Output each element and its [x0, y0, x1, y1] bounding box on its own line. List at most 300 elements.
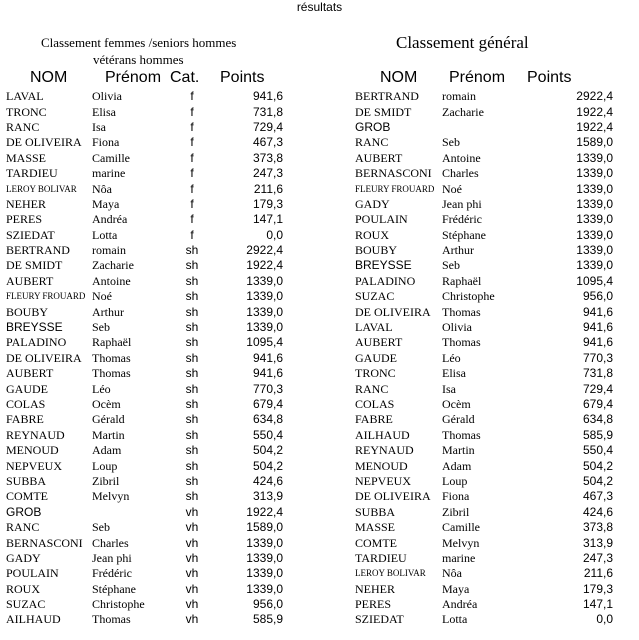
cell-cat: f	[190, 227, 194, 242]
cell-cat: sh	[185, 304, 199, 319]
cell-points: 729,4	[582, 381, 613, 396]
table-row	[355, 212, 613, 227]
cell-prenom: Maya	[442, 581, 470, 596]
cell-nom: LAVAL	[6, 89, 44, 104]
cell-points: 1339,0	[246, 535, 283, 550]
table-row	[355, 197, 613, 212]
table-row	[6, 104, 283, 119]
cell-cat: sh	[185, 273, 199, 288]
table-row	[6, 412, 283, 427]
cell-prenom: Zibril	[442, 504, 470, 519]
table-row	[6, 397, 283, 412]
cell-cat: sh	[185, 397, 199, 411]
cell-points: 1339,0	[576, 212, 613, 227]
table-row	[355, 243, 613, 258]
cell-points: 679,4	[582, 397, 613, 411]
cell-points: 731,8	[582, 366, 613, 381]
cell-points: 634,8	[582, 412, 613, 427]
cell-points: 373,8	[582, 520, 613, 535]
cell-nom: REYNAUD	[355, 443, 414, 458]
cell-nom: PERES	[6, 212, 43, 227]
cell-prenom: Charles	[442, 166, 479, 181]
cell-points: 504,2	[252, 443, 283, 458]
cell-points: 2922,4	[576, 89, 613, 104]
cell-cat: vh	[185, 581, 199, 596]
cell-cat: sh	[185, 258, 199, 273]
cell-cat: vh	[185, 504, 199, 519]
cell-nom: GAUDE	[6, 381, 48, 396]
cell-nom: AUBERT	[6, 366, 54, 381]
cell-cat: sh	[185, 350, 199, 365]
general-ranking-title: Classement général	[396, 33, 529, 52]
table-row	[6, 443, 283, 458]
cell-prenom: Jean phi	[442, 196, 482, 211]
cell-prenom: Thomas	[92, 366, 131, 381]
left-header-nom: NOM	[30, 69, 68, 86]
cell-points: 1339,0	[576, 181, 613, 196]
table-row	[355, 397, 613, 412]
cell-prenom: Andréa	[442, 597, 478, 612]
cell-cat: f	[190, 119, 194, 134]
cell-nom: RANC	[355, 381, 389, 396]
cell-nom: BERNASCONI	[6, 535, 83, 550]
cell-nom: FABRE	[6, 412, 44, 427]
cell-nom: BREYSSE	[6, 320, 63, 335]
cell-nom: GROB	[6, 504, 42, 519]
cell-cat: sh	[185, 320, 199, 335]
table-row	[355, 289, 613, 304]
left-ranking-title: Classement femmes /seniors hommes	[41, 35, 237, 50]
cell-nom: SZIEDAT	[6, 227, 55, 242]
table-row	[355, 304, 613, 319]
cell-prenom: Elisa	[92, 104, 116, 119]
table-row	[355, 274, 613, 289]
cell-points: 504,2	[582, 473, 613, 488]
table-row	[355, 582, 613, 597]
cell-prenom: Isa	[442, 381, 456, 396]
cell-nom: POULAIN	[355, 212, 408, 227]
cell-points: 424,6	[252, 473, 283, 488]
table-row	[355, 104, 613, 119]
cell-nom: LEROY BOLIVAR	[6, 183, 77, 194]
cell-prenom: Stéphane	[92, 581, 136, 596]
cell-points: 1339,0	[246, 320, 283, 335]
cell-prenom: Thomas	[92, 612, 131, 627]
cell-points: 585,9	[582, 427, 613, 442]
left-ranking-table	[6, 89, 283, 628]
cell-points: 1339,0	[246, 581, 283, 596]
table-row	[355, 151, 613, 166]
table-row	[6, 243, 283, 258]
cell-cat: f	[190, 89, 194, 104]
cell-prenom: Antoine	[92, 273, 131, 288]
table-row	[355, 505, 613, 520]
cell-prenom: Zacharie	[442, 104, 484, 119]
table-row	[6, 151, 283, 166]
table-row	[355, 258, 613, 273]
table-row	[6, 535, 283, 550]
table-row	[6, 320, 283, 335]
table-row	[355, 351, 613, 366]
cell-prenom: Charles	[92, 535, 129, 550]
cell-prenom: Fiona	[442, 489, 470, 504]
cell-points: 2922,4	[246, 243, 283, 258]
cell-prenom: Camille	[442, 520, 480, 535]
cell-cat: sh	[185, 366, 199, 381]
cell-points: 679,4	[252, 397, 283, 411]
cell-prenom: Fiona	[92, 135, 120, 150]
cell-cat: sh	[185, 412, 199, 427]
cell-cat: f	[190, 166, 194, 181]
cell-points: 0,0	[266, 227, 283, 242]
table-row	[355, 458, 613, 473]
cell-prenom: Melvyn	[442, 535, 480, 550]
cell-prenom: Zibril	[92, 473, 120, 488]
cell-points: 585,9	[252, 612, 283, 627]
cell-cat: vh	[185, 566, 199, 581]
cell-points: 770,3	[582, 350, 613, 365]
cell-prenom: Seb	[92, 320, 110, 335]
table-row	[6, 351, 283, 366]
cell-prenom: Adam	[92, 443, 122, 458]
right-header-nom: NOM	[380, 69, 418, 86]
table-row	[355, 320, 613, 335]
right-header-prenom: Prénom	[449, 69, 506, 86]
cell-prenom: Arthur	[92, 304, 124, 319]
cell-nom: SZIEDAT	[355, 612, 404, 627]
left-header-cat: Cat.	[170, 69, 200, 86]
cell-nom: SUZAC	[6, 597, 46, 612]
table-row	[6, 582, 283, 597]
cell-nom: TARDIEU	[355, 550, 407, 565]
cell-cat: sh	[185, 289, 199, 304]
left-header-prenom: Prénom	[105, 69, 162, 86]
cell-points: 179,3	[582, 581, 613, 596]
table-row	[6, 228, 283, 243]
cell-nom: LAVAL	[355, 320, 393, 335]
table-row	[6, 258, 283, 273]
table-row	[355, 566, 613, 581]
cell-points: 634,8	[252, 412, 283, 427]
cell-nom: TRONC	[355, 366, 396, 381]
cell-points: 1339,0	[246, 273, 283, 288]
table-row	[355, 443, 613, 458]
cell-points: 1339,0	[576, 196, 613, 211]
cell-points: 1339,0	[246, 304, 283, 319]
cell-points: 550,4	[252, 427, 283, 442]
cell-prenom: Thomas	[442, 335, 481, 350]
cell-points: 1339,0	[246, 566, 283, 581]
cell-nom: DE SMIDT	[355, 104, 412, 119]
cell-nom: ROUX	[355, 227, 390, 242]
table-row	[6, 135, 283, 150]
table-row	[6, 520, 283, 535]
table-row	[6, 181, 283, 196]
cell-prenom: Seb	[442, 258, 460, 273]
cell-prenom: Raphaël	[442, 273, 482, 288]
cell-points: 941,6	[252, 366, 283, 381]
cell-prenom: Thomas	[442, 427, 481, 442]
cell-points: 1922,4	[576, 104, 613, 119]
table-row	[355, 520, 613, 535]
table-row	[355, 489, 613, 504]
cell-nom: FLEURY FROUARD	[6, 291, 86, 302]
cell-points: 550,4	[582, 443, 613, 458]
cell-nom: MASSE	[6, 150, 47, 165]
cell-cat: sh	[185, 335, 199, 350]
table-row	[6, 197, 283, 212]
cell-prenom: Noé	[442, 181, 462, 196]
table-row	[355, 597, 613, 612]
cell-points: 504,2	[252, 458, 283, 473]
cell-nom: LEROY BOLIVAR	[355, 568, 426, 579]
table-row	[6, 551, 283, 566]
right-header-points: Points	[527, 69, 572, 86]
cell-prenom: Frédéric	[442, 212, 482, 227]
cell-nom: RANC	[355, 135, 389, 150]
cell-nom: NEHER	[355, 581, 395, 596]
cell-nom: NEPVEUX	[355, 473, 411, 488]
cell-prenom: Loup	[442, 473, 468, 488]
cell-nom: DE OLIVEIRA	[6, 135, 82, 150]
cell-nom: ROUX	[6, 581, 41, 596]
cell-points: 1095,4	[246, 335, 283, 350]
cell-nom: MASSE	[355, 520, 396, 535]
cell-nom: GADY	[355, 196, 390, 211]
cell-prenom: romain	[442, 89, 476, 104]
cell-prenom: Andréa	[92, 212, 128, 227]
cell-cat: sh	[185, 473, 199, 488]
cell-prenom: Raphaël	[92, 335, 132, 350]
cell-nom: MENOUD	[355, 458, 408, 473]
cell-nom: REYNAUD	[6, 427, 65, 442]
cell-prenom: Melvyn	[92, 489, 130, 504]
cell-nom: DE SMIDT	[6, 258, 63, 273]
cell-nom: COMTE	[355, 535, 397, 550]
cell-nom: GAUDE	[355, 350, 397, 365]
cell-prenom: Nôa	[442, 566, 462, 581]
cell-prenom: marine	[92, 166, 126, 181]
cell-prenom: Jean phi	[92, 550, 132, 565]
table-row	[355, 412, 613, 427]
general-ranking-table	[355, 89, 613, 628]
cell-points: 373,8	[252, 150, 283, 165]
cell-prenom: Olivia	[442, 320, 472, 335]
cell-nom: AILHAUD	[355, 427, 410, 442]
cell-points: 941,6	[582, 320, 613, 335]
cell-points: 1339,0	[246, 289, 283, 304]
cell-cat: sh	[185, 458, 199, 473]
cell-prenom: Isa	[92, 119, 106, 134]
cell-prenom: Frédéric	[92, 566, 132, 581]
cell-points: 941,6	[252, 89, 283, 104]
table-row	[6, 335, 283, 350]
cell-points: 147,1	[252, 212, 283, 227]
table-row	[355, 612, 613, 627]
table-row	[6, 381, 283, 396]
cell-nom: RANC	[6, 119, 40, 134]
cell-points: 941,6	[252, 350, 283, 365]
table-row	[6, 120, 283, 135]
cell-points: 313,9	[252, 489, 283, 504]
cell-prenom: Martin	[442, 443, 475, 458]
table-row	[6, 212, 283, 227]
cell-prenom: Christophe	[442, 289, 495, 304]
cell-prenom: Zacharie	[92, 258, 134, 273]
cell-prenom: Seb	[92, 520, 110, 535]
left-header-points: Points	[220, 69, 265, 86]
table-row	[6, 566, 283, 581]
cell-points: 467,3	[252, 135, 283, 150]
cell-prenom: Elisa	[442, 366, 466, 381]
cell-nom: BREYSSE	[355, 258, 412, 273]
cell-prenom: Antoine	[442, 150, 481, 165]
table-row	[6, 428, 283, 443]
cell-nom: PERES	[355, 597, 392, 612]
cell-nom: DE OLIVEIRA	[355, 489, 431, 504]
page-title: résultats	[296, 0, 343, 14]
cell-nom: AUBERT	[355, 335, 403, 350]
cell-points: 1922,4	[246, 258, 283, 273]
cell-prenom: Noé	[92, 289, 112, 304]
cell-nom: MENOUD	[6, 443, 59, 458]
cell-points: 1095,4	[576, 273, 613, 288]
table-row	[6, 489, 283, 504]
cell-nom: FLEURY FROUARD	[355, 183, 435, 194]
cell-points: 1339,0	[576, 258, 613, 273]
cell-nom: DE OLIVEIRA	[6, 350, 82, 365]
cell-cat: vh	[185, 597, 199, 612]
table-row	[6, 274, 283, 289]
cell-nom: SUBBA	[355, 504, 396, 519]
cell-nom: BOUBY	[355, 243, 398, 258]
cell-nom: AUBERT	[355, 150, 403, 165]
table-row	[355, 381, 613, 396]
cell-cat: sh	[185, 381, 199, 396]
cell-points: 247,3	[252, 166, 283, 181]
cell-points: 956,0	[252, 597, 283, 612]
cell-points: 179,3	[252, 196, 283, 211]
cell-points: 1589,0	[576, 135, 613, 150]
cell-prenom	[92, 505, 174, 520]
cell-nom: COLAS	[6, 397, 46, 411]
table-row	[6, 89, 283, 104]
cell-points: 1339,0	[576, 150, 613, 165]
table-row	[6, 505, 283, 520]
cell-prenom: Nôa	[92, 181, 112, 196]
table-row	[355, 366, 613, 381]
cell-points: 941,6	[582, 304, 613, 319]
cell-nom: PALADINO	[6, 335, 67, 350]
cell-nom: COLAS	[355, 397, 395, 411]
cell-nom: SUBBA	[6, 473, 47, 488]
table-row	[355, 228, 613, 243]
table-row	[6, 458, 283, 473]
cell-prenom: Lotta	[92, 227, 118, 242]
cell-cat: f	[190, 181, 194, 196]
cell-prenom: Christophe	[92, 597, 145, 612]
cell-points: 211,6	[583, 566, 613, 581]
cell-nom: TRONC	[6, 104, 47, 119]
cell-nom: GADY	[6, 550, 41, 565]
cell-points: 729,4	[252, 119, 283, 134]
table-row	[355, 428, 613, 443]
cell-prenom: Léo	[92, 381, 111, 396]
table-row	[355, 166, 613, 181]
cell-cat: vh	[185, 612, 199, 627]
table-row	[355, 89, 613, 104]
cell-points: 1589,0	[246, 520, 283, 535]
table-row	[355, 135, 613, 150]
cell-prenom: Olivia	[92, 89, 122, 104]
cell-points: 0,0	[596, 612, 613, 627]
table-row	[6, 474, 283, 489]
cell-nom: POULAIN	[6, 566, 59, 581]
cell-nom: AILHAUD	[6, 612, 61, 627]
cell-prenom: Lotta	[442, 612, 468, 627]
cell-points: 504,2	[582, 458, 613, 473]
cell-points: 247,3	[582, 550, 613, 565]
cell-cat: vh	[185, 535, 199, 550]
cell-nom: FABRE	[355, 412, 393, 427]
table-row	[6, 166, 283, 181]
cell-cat: sh	[185, 427, 199, 442]
table-row	[355, 551, 613, 566]
cell-prenom: Léo	[442, 350, 461, 365]
table-row	[6, 304, 283, 319]
table-row	[6, 289, 283, 304]
cell-cat: f	[190, 212, 194, 227]
cell-points: 941,6	[582, 335, 613, 350]
table-row	[6, 366, 283, 381]
cell-prenom: Loup	[92, 458, 118, 473]
cell-prenom: Ocèm	[92, 397, 121, 411]
cell-prenom: Ocèm	[442, 397, 471, 411]
cell-nom: COMTE	[6, 489, 48, 504]
cell-prenom: Maya	[92, 196, 120, 211]
cell-points: 147,1	[582, 597, 613, 612]
cell-cat: sh	[185, 243, 199, 258]
cell-points: 424,6	[582, 504, 613, 519]
cell-nom: BERTRAND	[355, 89, 419, 104]
table-row	[355, 181, 613, 196]
cell-prenom: Thomas	[92, 350, 131, 365]
cell-nom: RANC	[6, 520, 40, 535]
cell-prenom: Martin	[92, 427, 125, 442]
cell-cat: vh	[185, 520, 199, 535]
table-row	[355, 535, 613, 550]
cell-cat: f	[190, 196, 194, 211]
cell-cat: f	[190, 104, 194, 119]
cell-points: 770,3	[252, 381, 283, 396]
cell-cat: f	[190, 150, 194, 165]
cell-nom: GROB	[355, 119, 391, 134]
cell-prenom: Arthur	[442, 243, 474, 258]
table-row	[355, 335, 613, 350]
cell-cat: sh	[185, 489, 199, 504]
cell-nom: BERNASCONI	[355, 166, 432, 181]
cell-prenom: marine	[442, 550, 476, 565]
cell-prenom: Gérald	[442, 412, 475, 427]
cell-points: 313,9	[582, 535, 613, 550]
cell-points: 211,6	[253, 181, 283, 196]
table-row	[6, 612, 283, 627]
table-row	[6, 597, 283, 612]
cell-points: 1339,0	[576, 243, 613, 258]
cell-nom: BOUBY	[6, 304, 49, 319]
cell-nom: TARDIEU	[6, 166, 58, 181]
cell-nom: SUZAC	[355, 289, 395, 304]
